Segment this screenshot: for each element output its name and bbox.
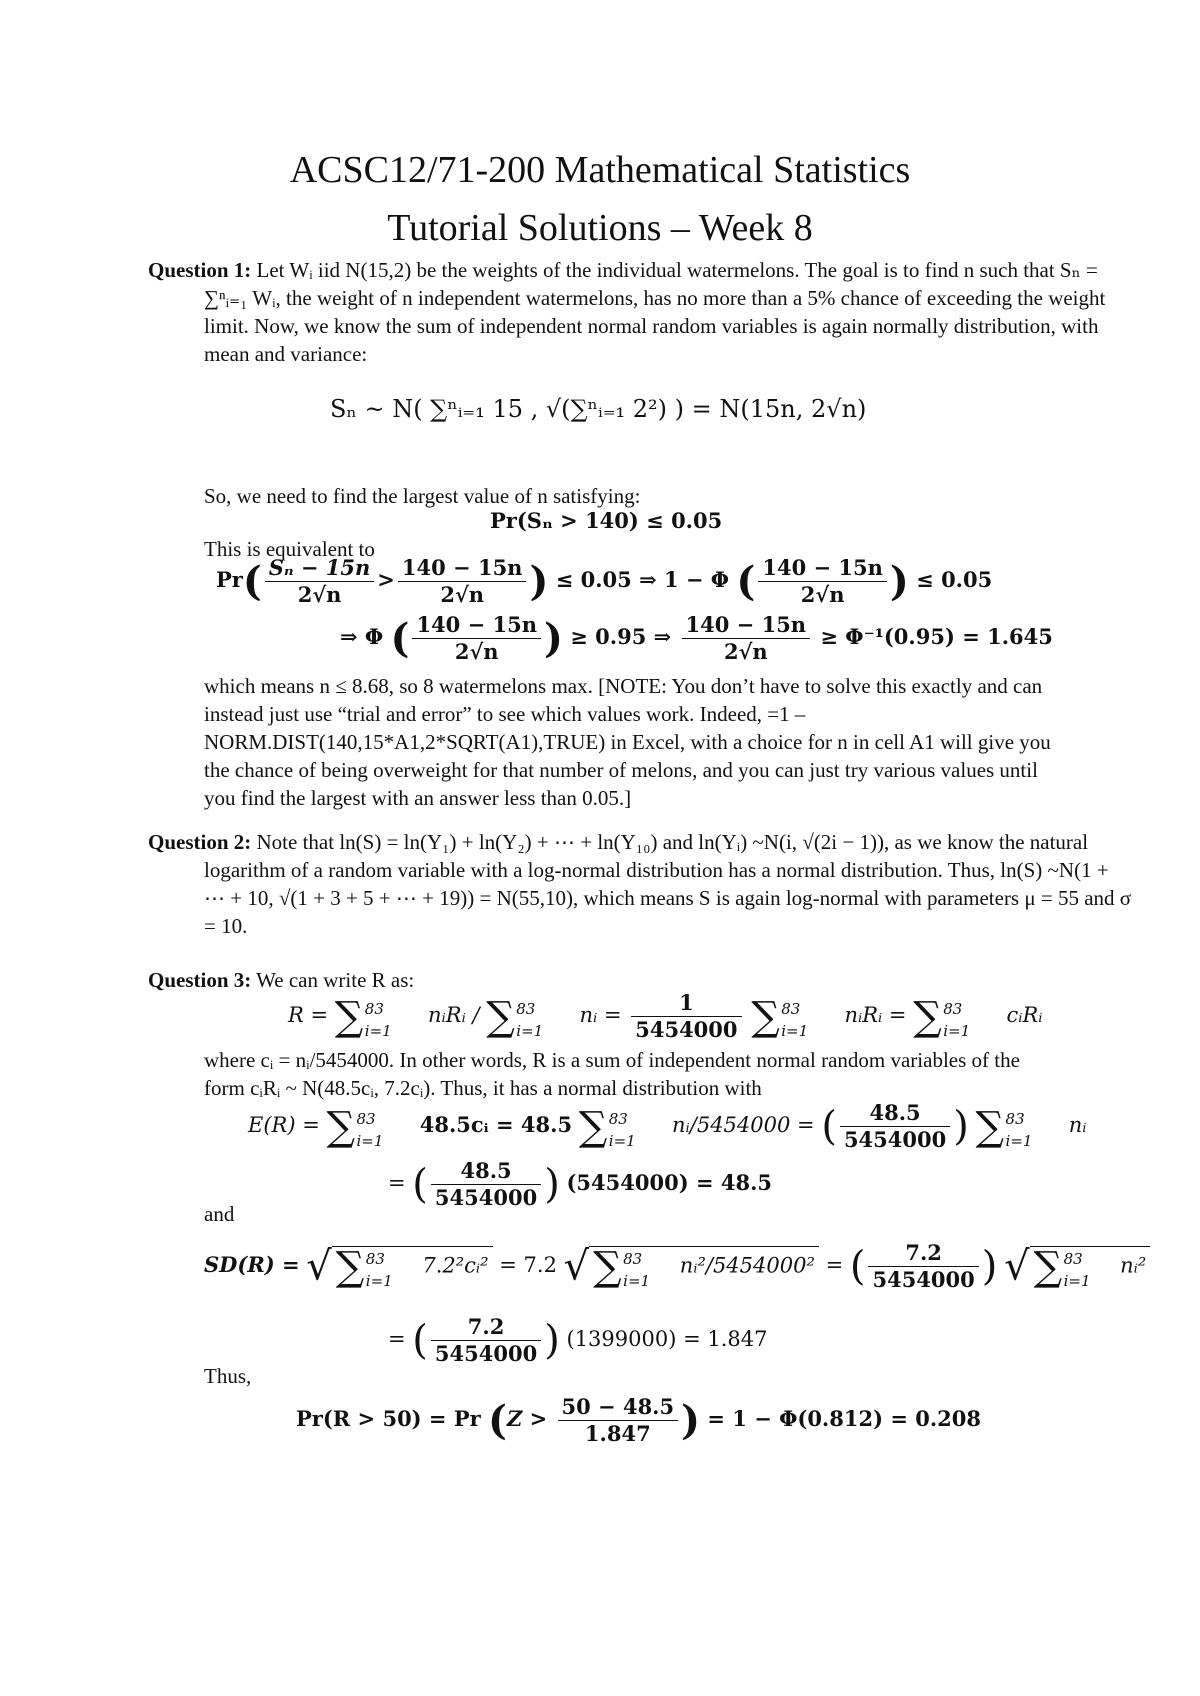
- q3-equation-expectation-result: = ( $\frac{48.5}{5454000}$ ) (5454000) = 48.5: [388, 1158, 773, 1210]
- q1-text: Let Wᵢ iid N(15,2) be the weights of the individual watermelons. The goal is to find n such that Sₙ = ∑ⁿᵢ₌₁ Wᵢ, the weight of n independent watermelons, has no more than a 5% chance of exceeding the weight limit. Now, we know the sum of independent normal random variables is again normally distribution, with mean and variance:: [204, 258, 1106, 366]
- sum-symbol: ∑ 83 i=1: [486, 993, 544, 1040]
- q1-equivalent-line: This is equivalent to: [204, 537, 375, 561]
- q1-equation-standardize: Pr( $\frac{\text{Sₙ − 15n}}{2√n}$ > $\frac{140 - 15n}{2√n}$ ) ≤ 0.05 ⇒ 1 − Φ ( $\frac{140 - 15n}{2√n}$ ) ≤ 0.05: [216, 555, 993, 607]
- q1-equation-phi: ⇒ Φ ( $\frac{140 - 15n}{2√n}$ ) ≥ 0.95 ⇒ $\frac{140 - 15n}{2√n}$ ≥ Φ⁻¹(0.95) = 1.645: [340, 612, 1053, 664]
- q1-conclusion: which means n ≤ 8.68, so 8 watermelons max. [NOTE: You don’t have to solve this exactly and can instead just use “trial and error” to see which values work. Indeed, =1 – NORM.DIST(140,15*A1,2*SQRT(A1),TRUE) in Excel, with a choice for n in cell A1 will give you the chance of being overweight for that number of melons, and you can just try various values until you find the largest with an answer less than 0.05.]: [204, 674, 1051, 810]
- q3-equation-expectation: E(R) = ∑ 83 i=1 48.5cᵢ = 48.5 ∑ 83 i=1 nᵢ/5454000 = ( $\frac{48.5}{5454000}$ ) ∑ 83 i=1 nᵢ: [248, 1100, 1087, 1152]
- q2-text: Note that ln(S) = ln(Y₁) + ln(Y₂) + ⋯ + ln(Y₁₀) and ln(Yᵢ) ~N(i, √(2i − 1)), as we know the natural logarithm of a random variable with a log-normal distribution has a normal distribution. Thus, ln(S) ~N(1 + ⋯ + 10, √(1 + 3 + 5 + ⋯ + 19)) = N(55,10), which means S is again log-normal with parameters μ = 55 and σ = 10.: [204, 830, 1132, 938]
- q3-equation-probability: Pr(R > 50) = Pr (Z > $\frac{50 - 48.5}{1.847}$ ) = 1 − Φ(0.812) = 0.208: [296, 1394, 981, 1446]
- document-subtitle: Tutorial Solutions – Week 8: [387, 207, 813, 249]
- sum-symbol: ∑ 83 i=1: [913, 993, 971, 1040]
- sum-symbol: ∑ 83 i=1: [334, 993, 392, 1040]
- q1-paragraph: [148, 256, 1134, 368]
- q1-so-line: So, we need to find the largest value of n satisfying:: [204, 484, 641, 508]
- q3-thus: Thus,: [204, 1364, 252, 1388]
- q2-paragraph: [148, 828, 1134, 940]
- q1-equation-prob: Pr(Sₙ > 140) ≤ 0.05: [490, 508, 723, 533]
- sum-symbol: ∑ 83 i=1: [751, 993, 809, 1040]
- q3-and: and: [204, 1202, 235, 1226]
- q3-equation-sd-result: = ( $\frac{7.2}{5454000}$ ) (1399000) = 1.847: [388, 1314, 768, 1366]
- q3-where-text: where cᵢ = nᵢ/5454000. In other words, R is a sum of independent normal random variables of the form cᵢRᵢ ~ N(48.5cᵢ, 7.2cᵢ). Thus, it has a normal distribution with: [204, 1048, 1020, 1100]
- q3-intro: Question 3: We can write R as:: [148, 968, 415, 992]
- q3-equation-r: R = ∑ 83 i=1 nᵢRᵢ / ∑ 83 i=1 nᵢ = $\frac{1}{5454000}$ ∑ 83 i=1 nᵢRᵢ = ∑ 83 i=1 cᵢRᵢ: [288, 990, 1043, 1042]
- q3-equation-sd: SD(R) = √ ∑ 83 i=1 7.2²cᵢ² = 7.2 √ ∑ 83 i=1 nᵢ²/5454000² = ( $\frac{7.2}{5454000}$ ) √ ∑ 83 i=1 nᵢ²: [204, 1240, 1150, 1293]
- document-title: ACSC12/71-200 Mathematical Statistics: [289, 149, 911, 191]
- q1-label: Question 1:: [148, 258, 252, 282]
- q2-label: Question 2:: [148, 830, 252, 854]
- q1-equation-sum: Sₙ ~ N( ∑ⁿᵢ₌₁ 15 , √(∑ⁿᵢ₌₁ 2²) ) = N(15n, 2√n): [330, 395, 867, 423]
- q3-label: Question 3:: [148, 968, 252, 992]
